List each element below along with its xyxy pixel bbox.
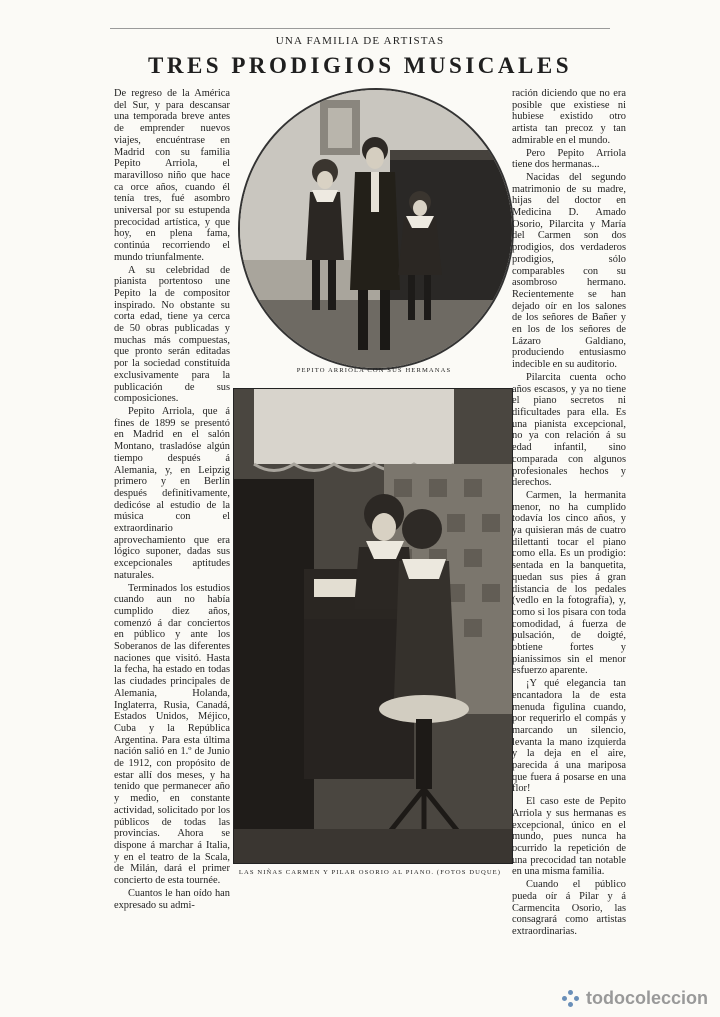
paragraph: Pepito Arriola, que á fines de 1899 se presentó en Madrid en el salón Montano, trasladóse algún tiempo después á Alemania, y, en Leipzig primero y en Berlín después definitivamente, dedicóse al estudio de la música con el extraordinario aprovechamiento que era lógico suponer, dadas sus excepcionales aptitudes naturales. <box>114 405 230 581</box>
left-text-column <box>114 88 230 912</box>
paragraph: Cuando el público pueda oír á Pilar y á Carmencita Osorio, las consagrará como artistas extraordinarias. <box>512 879 626 937</box>
paragraph: De regreso de la América del Sur, y para descansar una temporada breve antes de emprender nuevos viajes, encuéntrase en Madrid con su familia Pepito Arriola, el maravilloso niño que hace ca orce años, cuando él tenía tres, fué asombro universal por su estupenda precocidad artística, y que hoy, en plena fama, continúa recorriendo el mundo triunfalmente. <box>114 88 230 263</box>
watermark-logo-icon <box>562 990 580 1008</box>
paragraph: Nacidas del segundo matrimonio de su madre, hijas del doctor en Medicina D. Amado Osorio, Pilarcita y María del Carmen son dos prodigios, dos verdaderos prodigios, sólo comparables con su asombroso hermano. Recientemente se han dejado oír en los salones de los señores de Bañer y en los de los señores de Lázaro Galdiano, produciendo entusiasmo indecible en su auditorio. <box>512 171 626 371</box>
family-photo-illustration <box>240 90 512 368</box>
watermark-text: todocoleccion <box>585 988 708 1008</box>
article-title: TRES PRODIGIOS MUSICALES <box>148 53 572 78</box>
watermark <box>562 988 708 1009</box>
paragraph: A su celebridad de pianista portentoso une Pepito la de compositor inspirado. No obstante su corta edad, tiene ya cerca de 50 obras publicadas y muchas más compuestas, que pronto serán editadas por la sociedad constituída exclusivamente para la publicación de sus composiciones. <box>114 264 230 405</box>
rect-photo-piano <box>233 388 513 864</box>
paragraph: Cuantos le han oído han expresado su admi- <box>114 887 230 911</box>
paragraph: ¡Y qué elegancia tan encantadora la de esta menuda figulina cuando, por requerirlo el compás y marcando un silencio, levanta la mano izquierda y la deja en el aire, parecida á una mariposa que fuera á posarse en una flor! <box>512 678 626 795</box>
top-rule <box>110 28 610 29</box>
paragraph: Terminados los estudios cuando aun no había cumplido diez años, comenzó á dar conciertos en público y ante los Soberanos de las diferentes naciones que visitó. Hasta la fecha, ha estado en todas las ciudades principales de Alemania, Holanda, Inglaterra, Rusia, Canadá, Estados Unidos, Méjico, Cuba y la República Argentina. Para esta última nación salió en 1.º de Junio de 1912, con propósito de estar allí dos meses, y ha tenido que permanecer año y medio, en constante actividad, solicitado por los públicos de todas las provincias. Ahora se dispone á marchar á Italia, y en el teatro de la Scala, de Milán, dará el primer concierto de esta tournée. <box>114 582 230 887</box>
section-kicker: UNA FAMILIA DE ARTISTAS <box>275 35 445 47</box>
piano-photo-illustration <box>234 389 512 863</box>
paragraph: Pilarcita cuenta ocho años escasos, y ya no tiene el piano secretos ni dificultades para ella. Es una pianista excepcional, no ya con relación á su edad infantil, sino comparada con algunos profesionales hechos y derechos. <box>512 371 626 489</box>
paragraph: El caso este de Pepito Arriola y sus hermanas es excepcional, único en el mundo, pues nunca ha ocurrido la repetición de una precocidad tan notable en una misma familia. <box>512 796 626 878</box>
paragraph: Pero Pepito Arriola tiene dos hermanas... <box>512 147 626 171</box>
oval-photo-family <box>238 88 514 370</box>
right-text-column <box>512 88 626 939</box>
paragraph: Carmen, la hermanita menor, no ha cumplido todavía los cinco años, y ya quisieran más de cuatro dilettanti tocar el piano como ella. Es un prodigio: sentada en la banquetita, quedan sus pies á gran distancia de los pedales (vedlo en la fotografía), y, como si los pisara con toda comodidad, á fuerza de pulsación, de doigté, obtiene fortes y pianissimos sin el menor esfuerzo aparente. <box>512 489 626 677</box>
paragraph: ración diciendo que no era posible que existiese ni hubiese existido otro artista tan precoz y tan admirable en el mundo. <box>512 88 626 146</box>
photo-caption-piano: LAS NIÑAS CARMEN Y PILAR OSORIO AL PIANO. (FOTOS DUQUE) <box>238 869 502 876</box>
photo-caption-family: PEPITO ARRIOLA CON SUS HERMANAS <box>296 367 452 374</box>
